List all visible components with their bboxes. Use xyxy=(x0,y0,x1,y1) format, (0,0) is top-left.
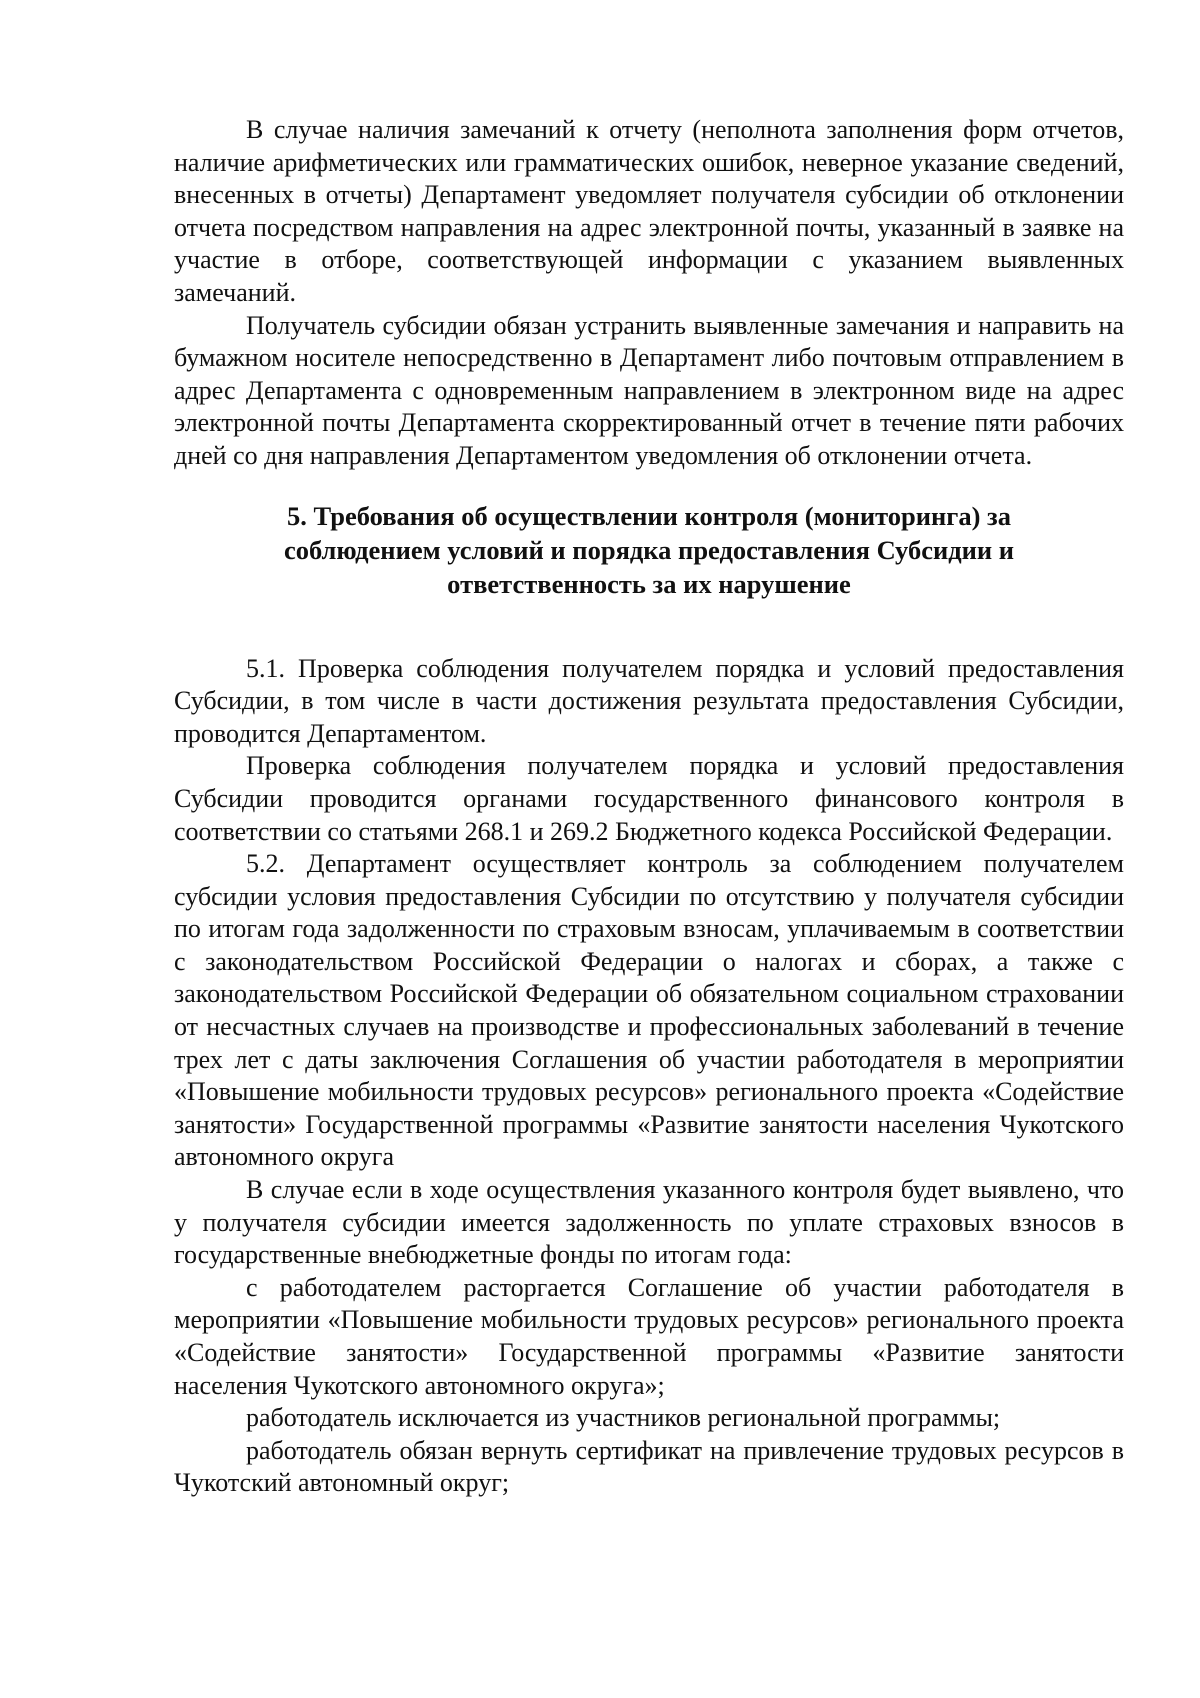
paragraph-agreement-terminated: с работодателем расторгается Соглашение об участии работодателя в мероприятии «Повышение мобильности трудовых ресурсов» регионального проекта «Содействие занятости» Государственной программы «Развитие занятости населения Чукотского автономного округа»; xyxy=(174,1272,1124,1400)
paragraph-employer-excluded: работодатель исключается из участников региональной программы; xyxy=(246,1403,1001,1433)
paragraph-remarks: В случае наличия замечаний к отчету (неполнота заполнения форм отчетов, наличие арифметических или грамматических ошибок, неверное указание сведений, внесенных в отчеты) Департамент уведомляет получателя субсидии об отклонении отчета посредством направления на адрес электронной почты, указанный в заявке на участие в отборе, соответствующей информации с указанием выявленных замечаний. xyxy=(174,115,1124,307)
paragraph-5-2: 5.2. Департамент осуществляет контроль за соблюдением получателем субсидии условия предоставления Субсидии по отсутствию у получателя субсидии по итогам года задолженности по страховым взносам, уплачиваемым в соответствии с законодательством Российской Федерации о налогах и сборах, а также с законодательством Российской Федерации об обязательном социальном страховании от несчастных случаев на производстве и профессиональных заболеваний в течение трех лет с даты заключения Соглашения об участии работодателя в мероприятии «Повышение мобильности трудовых ресурсов» регионального проекта «Содействие занятости» Государственной программы «Развитие занятости населения Чукотского автономного округа xyxy=(174,849,1124,1172)
paragraph-debt-found: В случае если в ходе осуществления указанного контроля будет выявлено, что у получателя субсидии имеется задолженность по уплате страховых взносов в государственные внебюджетные фонды по итогам года: xyxy=(174,1175,1124,1270)
paragraph-5-1: 5.1. Проверка соблюдения получателем порядка и условий предоставления Субсидии, в том числе в части достижения результата предоставления Субсидии, проводится Департаментом. xyxy=(174,653,1124,748)
paragraph-state-control: Проверка соблюдения получателем порядка и условий предоставления Субсидии проводится органами государственного финансового контроля в соответствии со статьями 268.1 и 269.2 Бюджетного кодекса Российской Федерации. xyxy=(174,751,1124,846)
document-page xyxy=(174,114,1124,1500)
paragraph-correction: Получатель субсидии обязан устранить выявленные замечания и направить на бумажном носителе непосредственно в Департамент либо почтовым отправлением в адрес Департамента с одновременным направлением в электронном виде на адрес электронной почты Департамента скорректированный отчет в течение пяти рабочих дней со дня направления Департаментом уведомления об отклонении отчета. xyxy=(174,310,1124,470)
section-heading: 5. Требования об осуществлении контроля (мониторинга) за соблюдением условий и порядка предоставления Субсидии и ответственность за их нарушение xyxy=(283,500,1015,599)
paragraph-return-certificate: работодатель обязан вернуть сертификат на привлечение трудовых ресурсов в Чукотский автономный округ; xyxy=(174,1435,1124,1498)
